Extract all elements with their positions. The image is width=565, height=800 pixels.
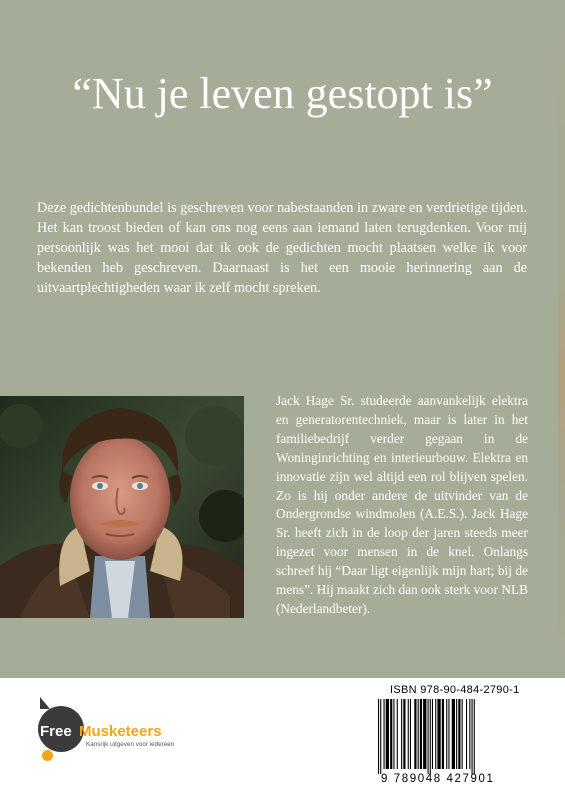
dot-icon [42, 750, 53, 761]
barcode-digits: 9 789048 427901 [381, 773, 495, 785]
barcode-bar [423, 699, 426, 769]
barcode-bar [384, 699, 385, 769]
barcode-bar [469, 699, 470, 769]
logo-free-text: Free [40, 723, 72, 740]
barcode-bar [452, 699, 455, 769]
barcode-bar [456, 699, 457, 769]
barcode-bar [410, 699, 411, 769]
barcode-bar [397, 699, 398, 769]
barcode-bar [458, 699, 460, 769]
barcode-bar [442, 699, 444, 769]
barcode-bar [393, 699, 394, 769]
barcode-bar [472, 699, 473, 774]
barcode-bar [428, 699, 429, 774]
barcode-bar [386, 699, 389, 769]
isbn-label: ISBN 978-90-484-2790-1 [390, 684, 520, 696]
publisher-tagline: Kansrijk uitgeven voor iedereen [86, 741, 175, 748]
barcode-bar [462, 699, 463, 769]
barcode-bar [418, 699, 419, 769]
barcode-bar [408, 699, 409, 769]
book-title: “Nu je leven gestopt is” [72, 69, 493, 118]
barcode [376, 699, 526, 774]
barcode-bar [414, 699, 416, 769]
book-blurb: Deze gedichtenbundel is geschreven voor nabestaanden in zware en verdrietige tijden. Het kan troost bieden of kan ons nog eens aan iemand laten terugdenken. Voor mij persoonlijk was het mooi dat ik ook de gedichten mocht plaatsen welke ik voor bekenden heb geschreven. Daarnaast is het een mooie herinnering aan de uitvaartplechtigheden waar ik zelf mocht spreken. [37, 200, 527, 296]
barcode-bar [430, 699, 431, 774]
author-photo [0, 396, 244, 618]
barcode-bar [466, 699, 467, 769]
barcode-bar [448, 699, 449, 769]
barcode-bar [378, 699, 379, 774]
barcode-bar [432, 699, 433, 769]
barcode-bar [401, 699, 402, 769]
barcode-bar [420, 699, 422, 769]
barcode-bar [435, 699, 436, 769]
barcode-bar [390, 699, 392, 769]
barcode-bar [403, 699, 405, 769]
barcode-bar [380, 699, 381, 774]
publisher-logo [38, 706, 208, 766]
author-bio: Jack Hage Sr. studeerde aanvankelijk elektra en generatorentechniek, maar is later in het familiebedrijf verder gegaan in de Woninginrichting en interieurbouw. Elektra en innovatie zijn wel altijd een rol blijven spelen. Zo is hij onder andere de uitvinder van de Ondergrondse windmolen (A.E.S.). Jack Hage Sr. heeft zich in de loop der jaren steeds meer ingezet voor mensen in de knel. Onlangs schreef hij “Daar ligt eigenlijk mijn hart; bij de mens”. Hij maakt zich dan ook sterk voor NLB (Nederlandbeter). [276, 393, 528, 616]
barcode-bar [446, 699, 447, 769]
barcode-bar [437, 699, 440, 769]
barcode-bar [474, 699, 475, 774]
logo-musketeers-text: Musketeers [79, 723, 162, 740]
